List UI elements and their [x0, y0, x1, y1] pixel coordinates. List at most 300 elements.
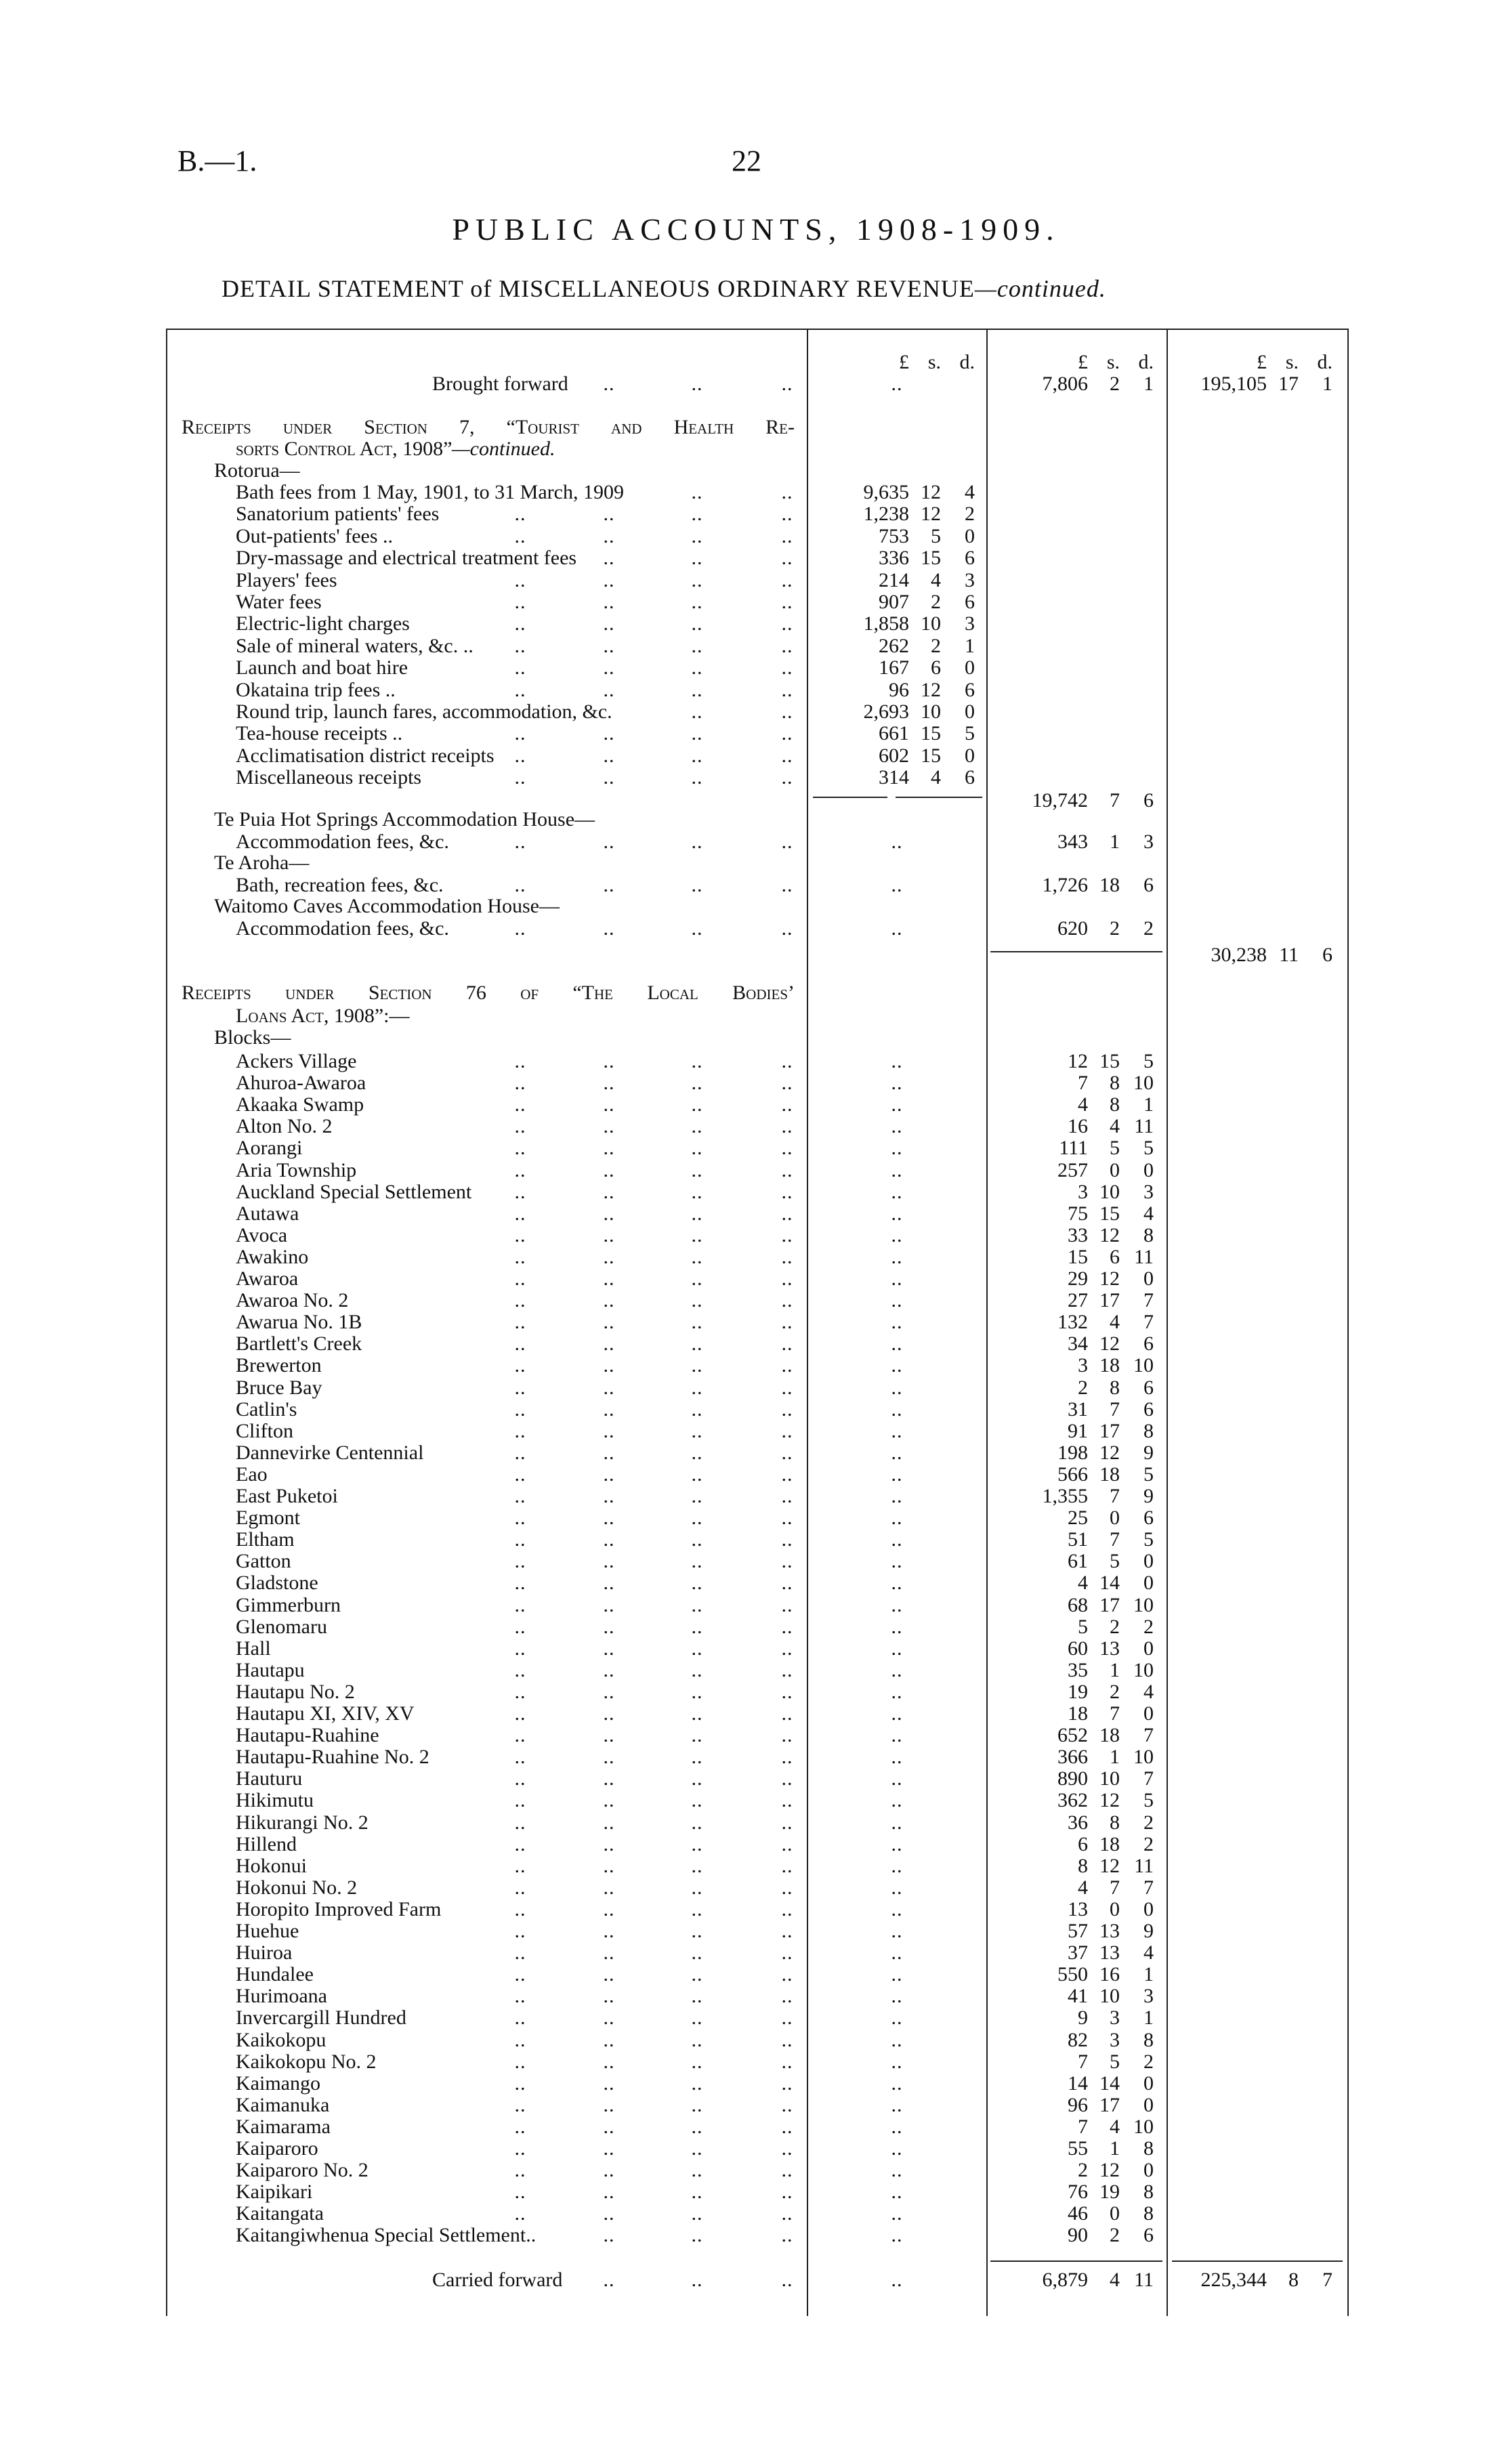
block-amount-shillings: 7: [1110, 1397, 1120, 1421]
block-name: Kaikokopu No. 2: [236, 2050, 377, 2073]
leader-dots: ..: [691, 2093, 703, 2116]
table-row: [0, 1746, 1512, 1769]
list-item: [0, 744, 1512, 767]
leader-dots: ..: [781, 1854, 793, 1877]
block-amount-pence: 10: [1133, 1658, 1154, 1681]
leader-dots: ..: [691, 1550, 703, 1573]
table-row: [0, 2224, 1512, 2247]
leader-dots: ..: [603, 1897, 615, 1920]
block-amount-pence: 2: [1143, 1615, 1154, 1638]
item-amount-pounds: 602: [879, 744, 909, 767]
block-name: Hautapu-Ruahine No. 2: [236, 1746, 429, 1769]
leader-dots: ..: [514, 1985, 526, 2008]
block-amount-pence: 0: [1143, 1897, 1154, 1920]
block-amount-pounds: 25: [1068, 1507, 1088, 1530]
block-amount-shillings: 19: [1099, 2181, 1120, 2204]
statement-subtitle: [222, 274, 1106, 303]
table-row: [0, 1855, 1512, 1878]
column-header-shillings: s.: [1285, 351, 1299, 373]
block-amount-pounds: 7: [1078, 1072, 1088, 1095]
item-amount-pounds: 620: [1057, 917, 1088, 940]
leader-dots: ..: [691, 1876, 703, 1899]
leader-dots: ..: [514, 1876, 526, 1899]
leader-dots: ..: [603, 1702, 615, 1725]
leader-dots: ..: [603, 1572, 615, 1595]
table-row: [0, 1224, 1512, 1247]
leader-dots: ..: [514, 873, 526, 896]
block-amount-pounds: 27: [1068, 1289, 1088, 1312]
block-name: Aria Township: [236, 1158, 357, 1181]
leader-dots: ..: [691, 634, 703, 657]
leader-dots: ..: [603, 1789, 615, 1812]
table-row: [0, 1289, 1512, 1312]
block-amount-pence: 0: [1143, 1267, 1154, 1290]
leader-dots: ..: [781, 1202, 793, 1225]
table-row: [0, 1181, 1512, 1204]
leader-dots: ..: [781, 1572, 793, 1595]
item-label: Players' fees: [236, 568, 337, 591]
table-row: [0, 1789, 1512, 1812]
leader-dots: ..: [781, 1397, 793, 1421]
leader-dots: ..: [603, 2181, 615, 2204]
leader-dots: ..: [603, 1158, 615, 1181]
leader-dots: ..: [781, 612, 793, 635]
leader-dots: ..: [603, 1680, 615, 1703]
table-row: [0, 1442, 1512, 1465]
item-amount-shillings: 5: [931, 524, 941, 547]
leader-dots: ..: [691, 1441, 703, 1464]
block-name: Bartlett's Creek: [236, 1332, 362, 1355]
leader-dots: ..: [781, 1811, 793, 1834]
leader-dots: ..: [691, 722, 703, 745]
block-amount-pence: 3: [1143, 1985, 1154, 2008]
leader-dots: ..: [891, 1963, 903, 1986]
leader-dots: ..: [691, 1202, 703, 1225]
leader-dots: ..: [514, 1332, 526, 1355]
leader-dots: ..: [781, 1441, 793, 1464]
leader-dots: ..: [781, 1180, 793, 1203]
leader-dots: ..: [891, 2115, 903, 2138]
block-amount-pounds: 9: [1078, 2006, 1088, 2029]
table-row: [0, 2159, 1512, 2182]
leader-dots: ..: [603, 1245, 615, 1268]
table-row: [0, 1420, 1512, 1443]
leader-dots: ..: [514, 1158, 526, 1181]
block-amount-pence: 10: [1133, 1746, 1154, 1769]
leader-dots: ..: [891, 1267, 903, 1290]
leader-dots: ..: [514, 2137, 526, 2160]
carried-forward-col3-pounds: 225,344: [1200, 2269, 1267, 2291]
item-amount-shillings: 15: [921, 722, 941, 745]
leader-dots: ..: [891, 1528, 903, 1551]
leader-dots: ..: [891, 2050, 903, 2073]
leader-dots: ..: [781, 634, 793, 657]
leader-dots: ..: [691, 568, 703, 591]
block-amount-shillings: 14: [1099, 1572, 1120, 1595]
block-amount-pence: 5: [1143, 1463, 1154, 1486]
leader-dots: ..: [891, 1789, 903, 1812]
block-amount-pounds: 14: [1068, 2071, 1088, 2095]
block-amount-pence: 8: [1143, 2181, 1154, 2204]
item-amount-pounds: 1,858: [863, 612, 909, 635]
leader-dots: ..: [891, 1593, 903, 1616]
block-amount-pounds: 96: [1068, 2093, 1088, 2116]
leader-dots: ..: [691, 1572, 703, 1595]
block-amount-pence: 7: [1143, 1311, 1154, 1334]
group-rotorua: Rotorua—: [214, 459, 300, 482]
table-row: [0, 1354, 1512, 1377]
block-amount-pounds: 36: [1068, 1811, 1088, 1834]
block-name: Awarua No. 1B: [236, 1311, 362, 1334]
leader-dots: ..: [514, 1854, 526, 1877]
leader-dots: ..: [891, 1941, 903, 1964]
block-amount-pounds: 35: [1068, 1658, 1088, 1681]
leader-dots: ..: [891, 1724, 903, 1747]
leader-dots: ..: [781, 1702, 793, 1725]
carried-forward-col2-shillings: 4: [1110, 2269, 1120, 2291]
block-name: Hautapu XI, XIV, XV: [236, 1702, 415, 1725]
leader-dots: ..: [514, 524, 526, 547]
leader-dots: ..: [514, 2159, 526, 2182]
block-name: Kaikokopu: [236, 2028, 327, 2051]
block-name: Ackers Village: [236, 1050, 357, 1072]
carried-forward-col3-pence: 7: [1322, 2269, 1332, 2291]
block-amount-shillings: 15: [1099, 1202, 1120, 1225]
group-waitomo: Waitomo Caves Accommodation House—: [214, 895, 560, 917]
leader-dots: ..: [603, 1419, 615, 1442]
leader-dots: ..: [603, 634, 615, 657]
leader-dots: ..: [891, 1137, 903, 1160]
leader-dots: ..: [603, 547, 615, 570]
table-row: [0, 1963, 1512, 1986]
table-row: [0, 1659, 1512, 1682]
block-amount-shillings: 14: [1099, 2071, 1120, 2095]
block-amount-shillings: 5: [1110, 2050, 1120, 2073]
block-name: Kaiparoro: [236, 2137, 318, 2160]
leader-dots: ..: [514, 1897, 526, 1920]
table-row: [0, 1833, 1512, 1856]
leader-dots: ..: [781, 2159, 793, 2182]
leader-dots: ..: [691, 700, 703, 723]
list-item: [0, 700, 1512, 723]
leader-dots: ..: [691, 1137, 703, 1160]
leader-dots: ..: [691, 1832, 703, 1855]
leader-dots: ..: [781, 2071, 793, 2095]
item-amount-pounds: 343: [1057, 830, 1088, 853]
list-item: [0, 656, 1512, 679]
block-amount-pounds: 890: [1057, 1767, 1088, 1790]
leader-dots: ..: [781, 1507, 793, 1530]
block-amount-pounds: 15: [1068, 1245, 1088, 1268]
table-row: [0, 1246, 1512, 1269]
leader-dots: ..: [603, 1463, 615, 1486]
table-row: [0, 1724, 1512, 1747]
leader-dots: ..: [603, 722, 615, 745]
leader-dots: ..: [603, 568, 615, 591]
leader-dots: ..: [691, 1311, 703, 1334]
table-row: [0, 1202, 1512, 1225]
leader-dots: ..: [781, 1289, 793, 1312]
leader-dots: ..: [691, 524, 703, 547]
item-amount-pence: 0: [965, 524, 975, 547]
leader-dots: ..: [514, 1832, 526, 1855]
item-amount-shillings: 2: [1110, 917, 1120, 940]
leader-dots: ..: [781, 481, 793, 503]
item-amount-pounds: 336: [879, 547, 909, 570]
leader-dots: ..: [781, 503, 793, 526]
item-amount-shillings: 4: [931, 568, 941, 591]
leader-dots: ..: [603, 1332, 615, 1355]
block-name: Eao: [236, 1463, 268, 1486]
item-amount-pounds: 96: [889, 678, 909, 701]
leader-dots: ..: [691, 1397, 703, 1421]
block-amount-shillings: 13: [1099, 1941, 1120, 1964]
leader-dots: ..: [691, 1724, 703, 1747]
continued-label: —continued.: [452, 438, 555, 460]
item-label: Miscellaneous receipts: [236, 766, 422, 789]
item-amount-shillings: 6: [931, 656, 941, 679]
leader-dots: ..: [514, 2071, 526, 2095]
leader-dots: ..: [603, 2028, 615, 2051]
leader-dots: ..: [781, 1158, 793, 1181]
table-row: [0, 1616, 1512, 1639]
leader-dots: ..: [514, 2028, 526, 2051]
block-name: Hillend: [236, 1832, 297, 1855]
leader-dots: ..: [691, 1419, 703, 1442]
block-amount-pounds: 6: [1078, 1832, 1088, 1855]
leader-dots: ..: [891, 1223, 903, 1246]
leader-dots: ..: [603, 1093, 615, 1116]
leader-dots: ..: [514, 1267, 526, 1290]
table-row: [0, 1811, 1512, 1834]
leader-dots: ..: [514, 1789, 526, 1812]
block-amount-pence: 0: [1143, 1550, 1154, 1573]
brought-forward-col2-shillings: 2: [1110, 373, 1120, 395]
leader-dots: ..: [781, 1528, 793, 1551]
table-row: [0, 1572, 1512, 1595]
group-te-aroha: Te Aroha—: [214, 851, 310, 874]
leader-dots: ..: [891, 2224, 903, 2247]
leader-dots: ..: [603, 1724, 615, 1747]
leader-dots: ..: [781, 873, 793, 896]
block-amount-pounds: 4: [1078, 1572, 1088, 1595]
block-amount-pounds: 55: [1068, 2137, 1088, 2160]
column-header-pounds: £: [1257, 351, 1267, 373]
leader-dots: ..: [781, 1789, 793, 1812]
leader-dots: ..: [691, 1920, 703, 1942]
leader-dots: ..: [514, 1289, 526, 1312]
block-amount-pounds: 34: [1068, 1332, 1088, 1355]
leader-dots: ..: [514, 1572, 526, 1595]
block-name: Hauturu: [236, 1767, 303, 1790]
block-amount-shillings: 4: [1110, 1311, 1120, 1334]
block-name: Glenomaru: [236, 1615, 327, 1638]
leader-dots: ..: [514, 1615, 526, 1638]
block-amount-pence: 8: [1143, 1419, 1154, 1442]
leader-dots: ..: [514, 1941, 526, 1964]
leader-dots: ..: [781, 1593, 793, 1616]
list-item: [0, 635, 1512, 658]
block-amount-pence: 7: [1143, 1767, 1154, 1790]
leader-dots: ..: [603, 1485, 615, 1507]
block-amount-pence: 6: [1143, 1397, 1154, 1421]
leader-dots: ..: [781, 1897, 793, 1920]
leader-dots: ..: [603, 2159, 615, 2182]
tourist-section-total-pounds: 30,238: [1211, 944, 1267, 966]
column-header-shillings: s.: [1106, 351, 1120, 373]
leader-dots: ..: [781, 1550, 793, 1573]
leader-dots: ..: [514, 744, 526, 767]
column-header-pence: d.: [1317, 351, 1332, 373]
block-amount-shillings: 17: [1099, 1289, 1120, 1312]
block-amount-shillings: 15: [1099, 1050, 1120, 1072]
section-heading-tourist-cont: sorts Control Act, 1908”: [236, 438, 453, 460]
leader-dots: ..: [603, 1376, 615, 1399]
list-item: [0, 830, 1512, 854]
block-amount-pounds: 51: [1068, 1528, 1088, 1551]
block-amount-shillings: 17: [1099, 2093, 1120, 2116]
leader-dots: ..: [781, 2137, 793, 2160]
leader-dots: ..: [891, 1767, 903, 1790]
block-amount-shillings: 3: [1110, 2028, 1120, 2051]
leader-dots: ..: [891, 1985, 903, 2008]
leader-dots: ..: [514, 1811, 526, 1834]
leader-dots: ..: [781, 1876, 793, 1899]
carried-forward-col2-pence: 11: [1134, 2269, 1154, 2291]
leader-dots: ..: [603, 2137, 615, 2160]
item-label: Okataina trip fees ..: [236, 678, 396, 701]
leader-dots: ..: [514, 1680, 526, 1703]
leader-dots: ..: [691, 1267, 703, 1290]
leader-dots: ..: [691, 1354, 703, 1377]
block-amount-pounds: 18: [1068, 1702, 1088, 1725]
leader-dots: ..: [603, 830, 615, 853]
leader-dots: ..: [891, 1050, 903, 1072]
column-header-pence: d.: [1138, 351, 1154, 373]
table-row: [0, 1637, 1512, 1660]
leader-dots: ..: [891, 2269, 903, 2291]
leader-dots: ..: [781, 2050, 793, 2073]
leader-dots: ..: [514, 503, 526, 526]
item-amount-pounds: 214: [879, 568, 909, 591]
leader-dots: ..: [891, 1332, 903, 1355]
table-row: [0, 2116, 1512, 2139]
block-amount-pounds: 82: [1068, 2028, 1088, 2051]
leader-dots: ..: [781, 1746, 793, 1769]
leader-dots: ..: [891, 2028, 903, 2051]
block-amount-pence: 0: [1143, 1637, 1154, 1660]
leader-dots: ..: [691, 1463, 703, 1486]
leader-dots: ..: [781, 2202, 793, 2225]
leader-dots: ..: [603, 766, 615, 789]
block-amount-shillings: 12: [1099, 1441, 1120, 1464]
leader-dots: ..: [603, 591, 615, 613]
leader-dots: ..: [781, 1658, 793, 1681]
currency-header-row: [0, 351, 1512, 374]
leader-dots: ..: [603, 1854, 615, 1877]
list-item: [0, 547, 1512, 570]
block-name: Catlin's: [236, 1397, 297, 1421]
block-amount-pence: 0: [1143, 2159, 1154, 2182]
leader-dots: ..: [603, 1593, 615, 1616]
table-row: [0, 1115, 1512, 1138]
block-amount-shillings: 10: [1099, 1767, 1120, 1790]
leader-dots: ..: [781, 1072, 793, 1095]
block-amount-shillings: 7: [1110, 1485, 1120, 1507]
table-row: [0, 2006, 1512, 2029]
leader-dots: ..: [691, 1811, 703, 1834]
item-label: Dry-massage and electrical treatment fees: [236, 547, 577, 570]
block-name: Kaimango: [236, 2071, 320, 2095]
item-amount-shillings: 12: [921, 481, 941, 503]
table-row: [0, 1072, 1512, 1095]
table-row: [0, 1463, 1512, 1486]
block-amount-shillings: 12: [1099, 2159, 1120, 2182]
leader-dots: ..: [514, 1376, 526, 1399]
table-row: [0, 1876, 1512, 1899]
leader-dots: ..: [691, 917, 703, 940]
block-amount-shillings: 0: [1110, 2202, 1120, 2225]
section-heading-tourist: Receipts under Section 7, “Tourist and Health Re-: [182, 416, 795, 438]
leader-dots: ..: [891, 1832, 903, 1855]
item-label: Accommodation fees, &c.: [236, 830, 449, 853]
block-name: Kaipikari: [236, 2181, 313, 2204]
section-heading-row: [0, 982, 1512, 1005]
leader-dots: ..: [691, 591, 703, 613]
leader-dots: ..: [691, 1985, 703, 2008]
block-name: Hokonui: [236, 1854, 307, 1877]
leader-dots: ..: [514, 1550, 526, 1573]
block-amount-pence: 1: [1143, 1963, 1154, 1986]
leader-dots: ..: [891, 1550, 903, 1573]
leader-dots: ..: [691, 1245, 703, 1268]
block-amount-pounds: 4: [1078, 1876, 1088, 1899]
list-item: [0, 612, 1512, 635]
item-label: Sale of mineral waters, &c. ..: [236, 634, 474, 657]
block-amount-pounds: 257: [1057, 1158, 1088, 1181]
table-row: [0, 2050, 1512, 2074]
leader-dots: ..: [781, 1137, 793, 1160]
leader-dots: ..: [691, 1289, 703, 1312]
block-amount-shillings: 13: [1099, 1637, 1120, 1660]
leader-dots: ..: [603, 1289, 615, 1312]
leader-dots: ..: [514, 1441, 526, 1464]
block-amount-shillings: 1: [1110, 1746, 1120, 1769]
leader-dots: ..: [691, 1789, 703, 1812]
carried-forward-row: [0, 2269, 1512, 2292]
leader-dots: ..: [514, 1311, 526, 1334]
leader-dots: ..: [603, 2050, 615, 2073]
leader-dots: ..: [891, 1897, 903, 1920]
leader-dots: ..: [514, 917, 526, 940]
block-amount-shillings: 2: [1110, 1615, 1120, 1638]
brought-forward-col3-pence: 1: [1322, 373, 1332, 395]
leader-dots: ..: [891, 873, 903, 896]
leader-dots: ..: [603, 1202, 615, 1225]
leader-dots: ..: [603, 1832, 615, 1855]
brought-forward-label: Brought forward: [432, 373, 568, 395]
block-amount-pounds: 75: [1068, 1202, 1088, 1225]
block-name: East Puketoi: [236, 1485, 338, 1507]
block-amount-pence: 5: [1143, 1050, 1154, 1072]
block-amount-shillings: 10: [1099, 1180, 1120, 1203]
block-amount-pence: 10: [1133, 2115, 1154, 2138]
brought-forward-row: [0, 373, 1512, 396]
item-amount-shillings: 18: [1099, 873, 1120, 896]
item-amount-pounds: 262: [879, 634, 909, 657]
leader-dots: ..: [603, 1658, 615, 1681]
leader-dots: ..: [781, 2181, 793, 2204]
